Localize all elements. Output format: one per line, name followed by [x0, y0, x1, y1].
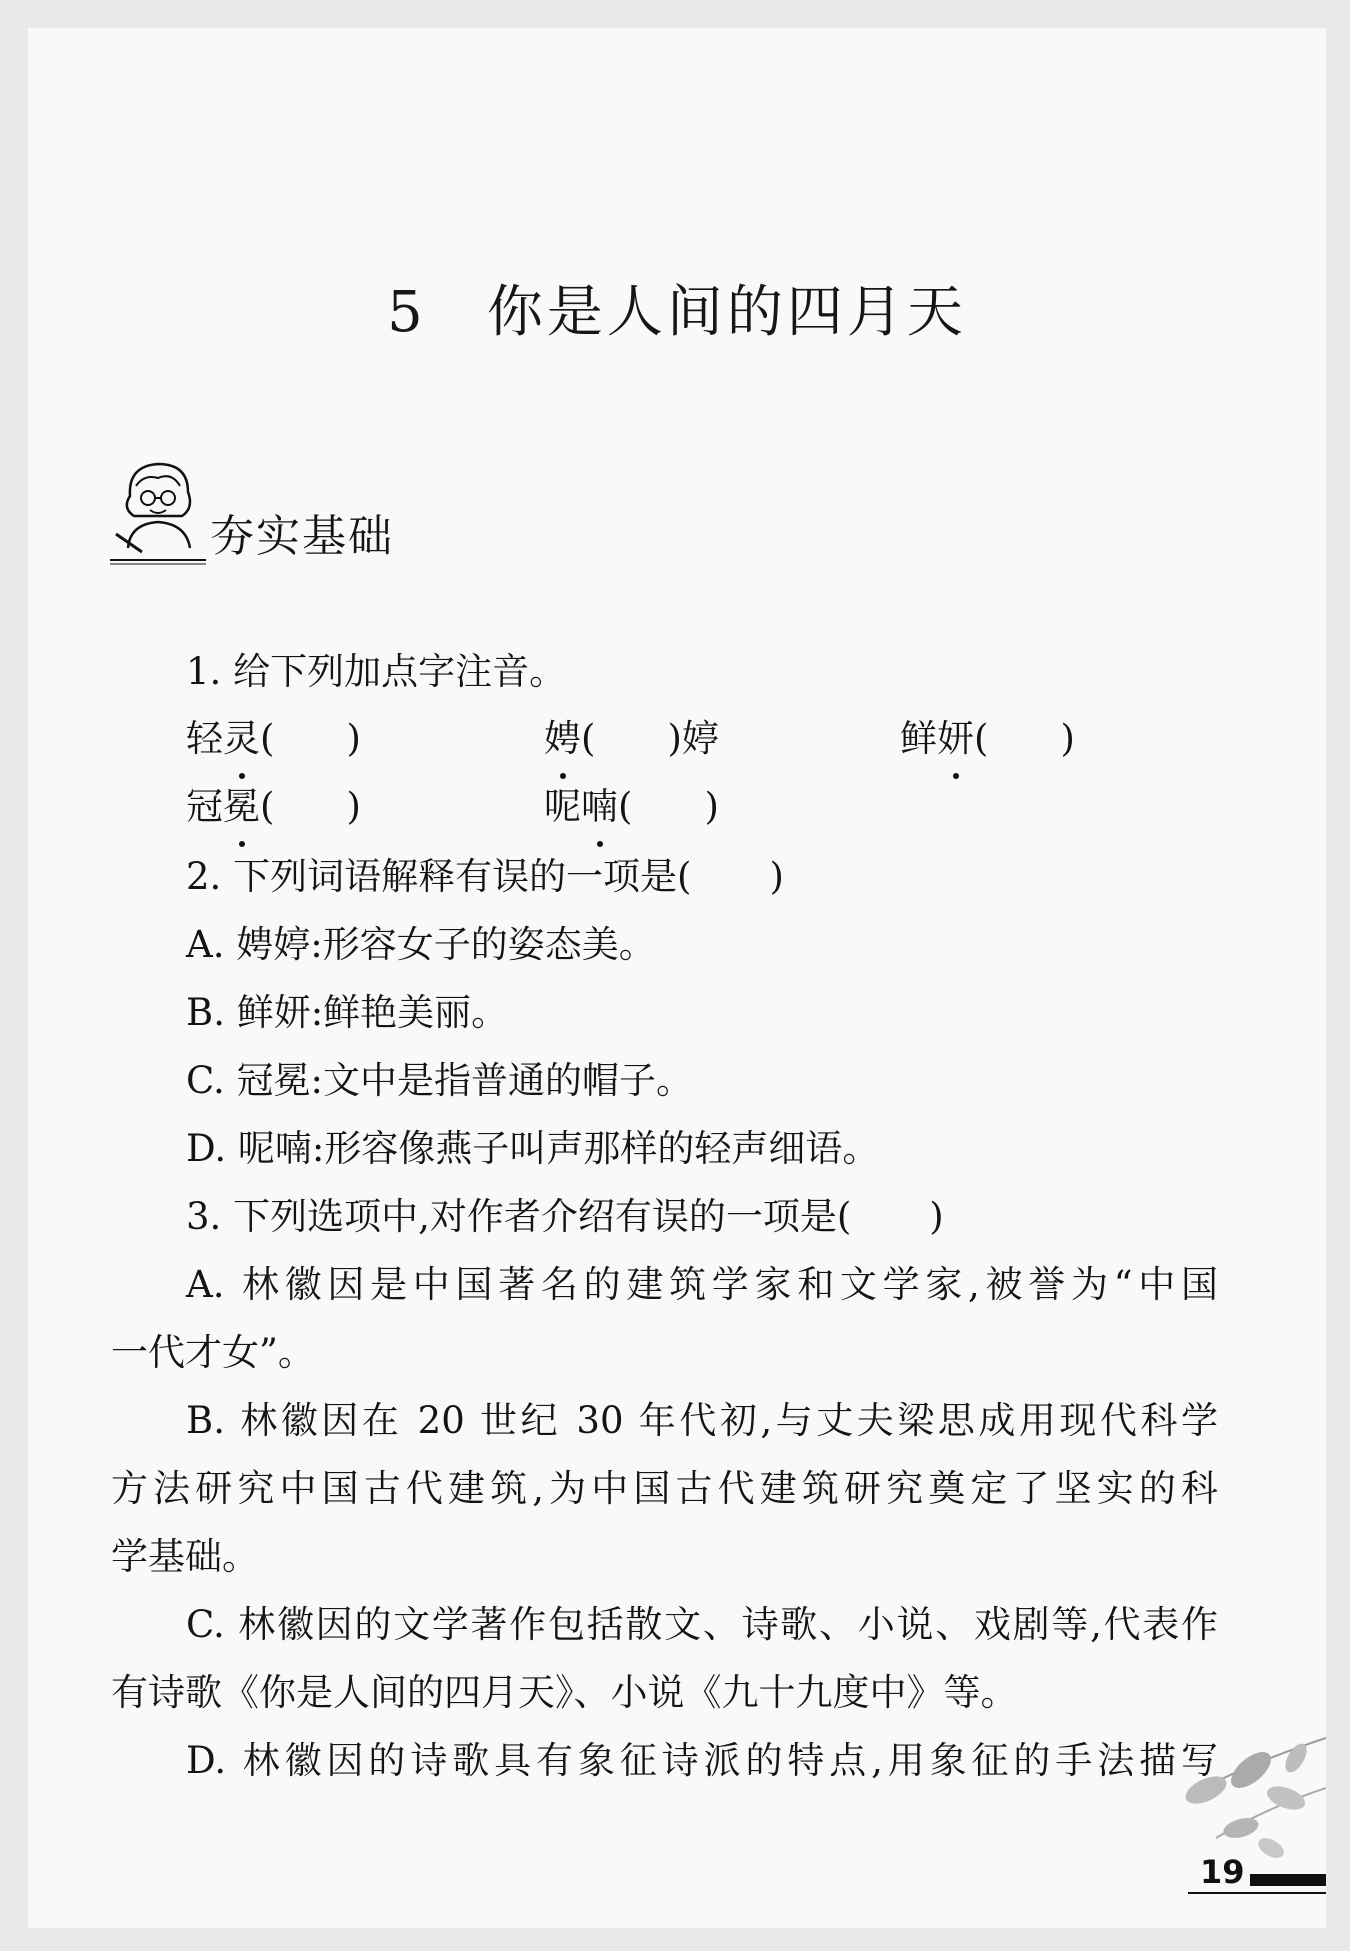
page-number-rule — [1188, 1892, 1326, 1894]
q2-stem-text: 2. 下列词语解释有误的一项是( — [186, 855, 692, 898]
paren-close: ) — [346, 717, 361, 760]
q3-option-a-line-2: 一代才女”。 — [111, 1331, 315, 1374]
paren-close: ) — [1060, 717, 1075, 760]
q1-word-4 — [186, 773, 361, 841]
word-char: 呢 — [544, 785, 581, 828]
dotted-char: 娉 — [544, 705, 581, 773]
paren-close: ) — [769, 855, 784, 898]
q1-word-3 — [900, 705, 1075, 773]
lesson-title — [28, 268, 1326, 348]
q3-option-c-line-1: C. 林徽因的文学著作包括散文、诗歌、小说、戏剧等,代表作 — [186, 1603, 1218, 1646]
word-char: 婷 — [681, 717, 719, 760]
paren-open: ( — [974, 717, 989, 760]
section-header — [108, 448, 428, 578]
q2-option-c: C. 冠冕:文中是指普通的帽子。 — [186, 1059, 693, 1102]
teacher-icon — [108, 456, 208, 566]
dotted-char: 妍 — [937, 705, 974, 773]
paren-close: ) — [346, 785, 361, 828]
q2-stem — [186, 843, 784, 911]
page-number: 19 — [1200, 1853, 1245, 1891]
dotted-char: 冕 — [223, 773, 260, 841]
q3-option-b-line-1: B. 林徽因在 20 世纪 30 年代初,与丈夫梁思成用现代科学 — [186, 1399, 1218, 1442]
word-char: 冠 — [186, 785, 223, 828]
q1-row-2 — [28, 773, 1326, 841]
paren-close: ) — [704, 785, 719, 828]
q1-stem: 1. 给下列加点字注音。 — [186, 650, 567, 693]
dotted-char: 喃 — [581, 773, 618, 841]
lesson-number: 5 — [387, 280, 427, 345]
word-char: 轻 — [186, 717, 223, 760]
q1-word-5 — [544, 773, 719, 841]
q3-option-d-line-1: D. 林徽因的诗歌具有象征诗派的特点,用象征的手法描写 — [186, 1739, 1218, 1782]
q1-row-1 — [28, 705, 1326, 773]
q1-word-2 — [544, 705, 719, 773]
q1-word-1 — [186, 705, 361, 773]
workbook-page — [28, 28, 1326, 1928]
paren-open: ( — [260, 717, 275, 760]
dotted-char: 灵 — [223, 705, 260, 773]
paren-open: ( — [260, 785, 275, 828]
q3-option-c-line-2: 有诗歌《你是人间的四月天》、小说《九十九度中》等。 — [111, 1671, 1018, 1714]
q3-option-b-line-3: 学基础。 — [111, 1535, 259, 1578]
q3-stem-text: 3. 下列选项中,对作者介绍有误的一项是( — [186, 1195, 852, 1238]
section-label: 夯实基础 — [210, 511, 394, 562]
page-number-bar — [1250, 1874, 1326, 1886]
q2-option-a: A. 娉婷:形容女子的姿态美。 — [186, 923, 656, 966]
q2-option-b: B. 鲜妍:鲜艳美丽。 — [186, 991, 509, 1034]
paren-close: ) — [667, 717, 682, 760]
paren-close: ) — [929, 1195, 944, 1238]
q3-option-b-line-2: 方法研究中国古代建筑,为中国古代建筑研究奠定了坚实的科 — [111, 1467, 1218, 1510]
q3-stem — [186, 1183, 944, 1251]
paren-open: ( — [581, 717, 596, 760]
q2-option-d: D. 呢喃:形容像燕子叫声那样的轻声细语。 — [186, 1127, 880, 1170]
lesson-title-text: 你是人间的四月天 — [486, 280, 967, 345]
word-char: 鲜 — [900, 717, 937, 760]
paren-open: ( — [618, 785, 633, 828]
q3-option-a-line-1: A. 林徽因是中国著名的建筑学家和文学家,被誉为“中国 — [186, 1263, 1218, 1306]
